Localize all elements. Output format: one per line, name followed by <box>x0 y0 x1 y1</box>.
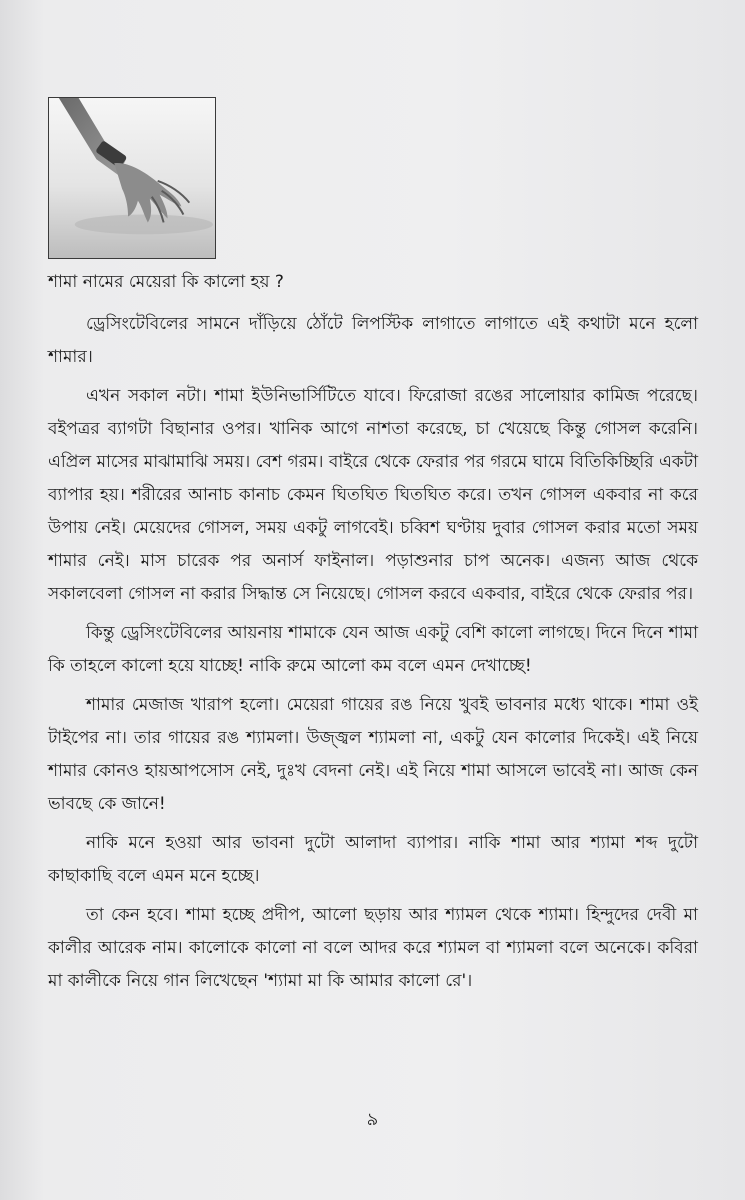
hand-illustration-icon <box>49 98 215 258</box>
chapter-illustration <box>48 97 216 259</box>
paragraph: এখন সকাল নটা। শামা ইউনিভার্সিটিতে যাবে। ফিরোজা রঙের সালোয়ার কামিজ পরেছে। বইপত্রর ব্যাগটা বিছানার ওপর। খানিক আগে নাশতা করেছে, চা খেয়েছে কিন্তু গোসল করেনি। এপ্রিল মাসের মাঝামাঝি সময়। বেশ গরম। বাইরে থেকে ফেরার পর গরমে ঘামে বিতিকিচ্ছিরি একটা ব্যাপার হয়। শরীরের আনাচ কানাচ কেমন ঘিতঘিত ঘিতঘিত করে। তখন গোসল একবার না করে উপায় নেই। মেয়েদের গোসল, সময় একটু লাগবেই। চব্বিশ ঘণ্টায় দুবার গোসল করার মতো সময় শামার নেই। মাস চারেক পর অনার্স ফাইনাল। পড়াশুনার চাপ অনেক। এজন্য আজ থেকে সকালবেলা গোসল না করার সিদ্ধান্ত সে নিয়েছে। গোসল করবে একবার, বাইরে থেকে ফেরার পর। <box>48 386 698 604</box>
paragraph: কিন্তু ড্রেসিংটেবিলের আয়নায় শামাকে যেন আজ একটু বেশি কালো লাগছে। দিনে দিনে শামা কি তাহলে কালো হয়ে যাচ্ছে! নাকি রুমে আলো কম বলে এমন দেখাচ্ছে! <box>48 623 698 676</box>
paragraph: নাকি মনে হওয়া আর ভাবনা দুটো আলাদা ব্যাপার। নাকি শামা আর শ্যামা শব্দ দুটো কাছাকাছি বলে এমন মনে হচ্ছে। <box>48 833 698 886</box>
body-text <box>48 308 698 1004</box>
page-number: ৯ <box>366 1109 379 1130</box>
paragraph: শামার মেজাজ খারাপ হলো। মেয়েরা গায়ের রঙ নিয়ে খুবই ভাবনার মধ্যে থাকে। শামা ওই টাইপের না। তার গায়ের রঙ শ্যামলা। উজ্জ্বল শ্যামলা না, একটু যেন কালোর দিকেই। এই নিয়ে শামার কোনও হায়আপসোস নেই, দুঃখ বেদনা নেই। এই নিয়ে শামা আসলে ভাবেই না। আজ কেন ভাবছে কে জানে! <box>48 695 698 814</box>
chapter-heading: শামা নামের মেয়েরা কি কালো হয় ? <box>48 272 284 292</box>
paragraph: ড্রেসিংটেবিলের সামনে দাঁড়িয়ে ঠোঁটে লিপস্টিক লাগাতে লাগাতে এই কথাটা মনে হলো শামার। <box>48 314 698 367</box>
paragraph: তা কেন হবে। শামা হচ্ছে প্রদীপ, আলো ছড়ায় আর শ্যামল থেকে শ্যামা। হিন্দুদের দেবী মা কালীর আরেক নাম। কালোকে কালো না বলে আদর করে শ্যামল বা শ্যামলা বলে অনেকে। কবিরা মা কালীকে নিয়ে গান লিখেছেন 'শ্যামা মা কি আমার কালো রে'। <box>48 905 698 991</box>
